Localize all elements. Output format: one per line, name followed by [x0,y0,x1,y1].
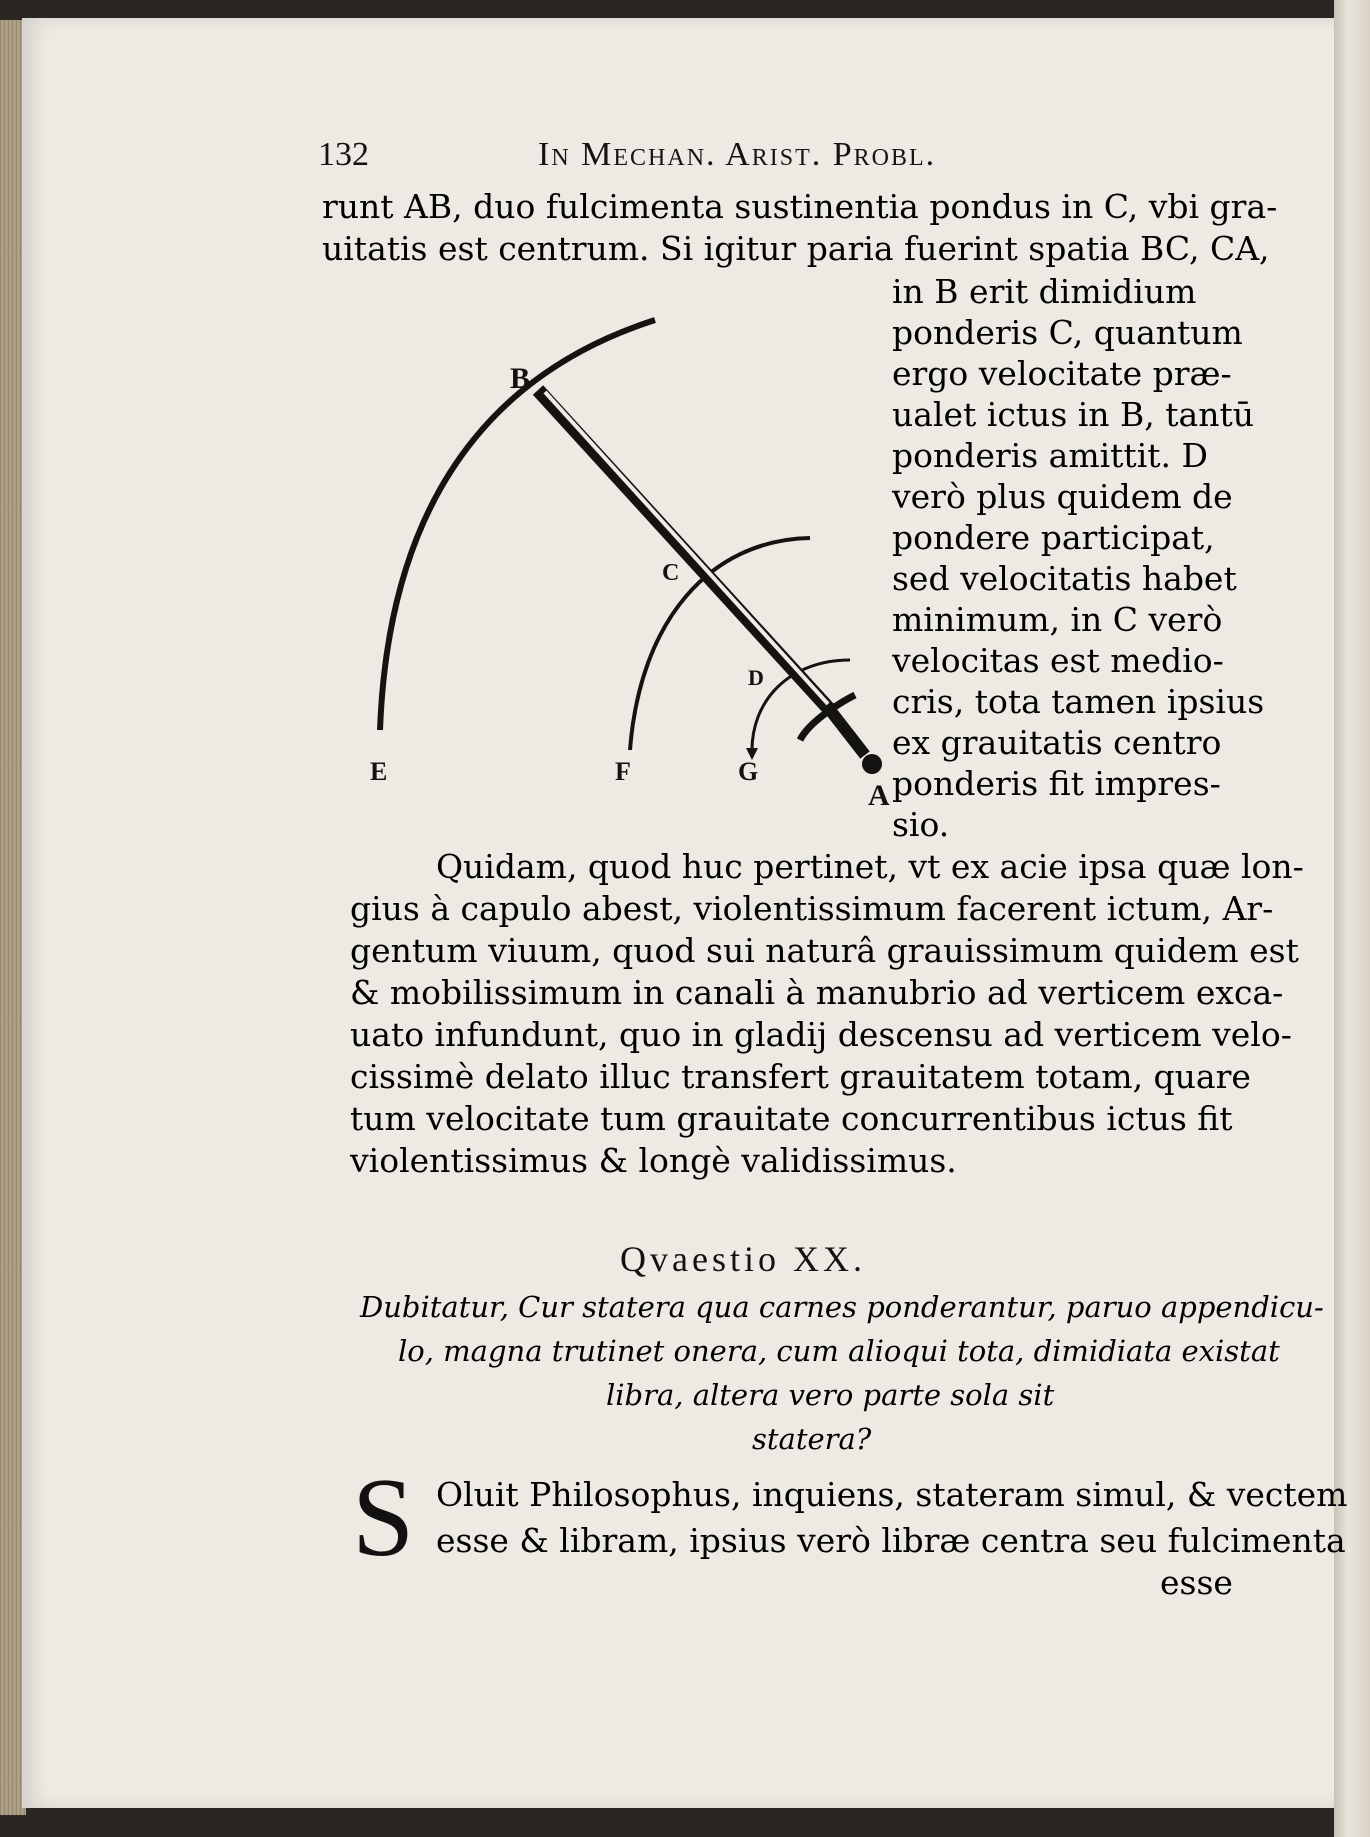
answer-line-1: Oluit Philosophus, inquiens, stateram simul, & vectem [436,1475,1348,1514]
question-line-4: statera? [752,1422,872,1456]
side-line-8: sed velocitatis habet [892,559,1237,598]
sword-blade [538,390,830,710]
arc-cf [630,538,810,750]
drop-cap: S [352,1456,415,1580]
para2-line-5: uato infundunt, quo in gladij descensu ad verticem velo- [350,1015,1292,1054]
side-line-13: ponderis fit impres- [892,764,1221,803]
side-line-2: ponderis C, quantum [892,313,1243,352]
page-number: 132 [318,136,369,173]
label-d: D [748,665,764,690]
side-line-10: velocitas est medio- [892,641,1224,680]
sword-arc-figure [350,300,900,820]
para2-line-1: Quidam, quod huc pertinet, vt ex acie ipsa quæ lon- [436,847,1304,886]
side-line-9: minimum, in C verò [892,600,1223,639]
question-line-1: Dubitatur, Cur statera qua carnes ponderantur, paruo appendicu- [360,1290,1324,1324]
side-line-6: verò plus quidem de [892,477,1233,516]
question-line-3: libra, altera vero parte sola sit [606,1378,1055,1412]
label-b: B [510,362,531,395]
label-c: C [662,560,680,586]
side-line-1: in B erit dimidium [892,272,1197,311]
question-line-2: lo, magna trutinet onera, cum alioqui tota, dimidiata existat [398,1334,1280,1368]
para2-line-2: gius à capulo abest, violentissimum facerent ictum, Ar- [350,889,1274,928]
facing-page-edge [1334,0,1370,1837]
catchword: esse [1160,1563,1233,1602]
label-a: A [868,779,890,812]
body-line-1: runt AB, duo fulcimenta sustinentia pondus in C, vbi gra- [322,187,1278,226]
para2-line-7: tum velocitate tum grauitate concurrentibus ictus fit [350,1099,1233,1138]
para2-line-8: violentissimus & longè validissimus. [350,1141,957,1180]
side-line-5: ponderis amittit. D [892,436,1208,475]
sword-grip [830,710,865,755]
para2-line-6: cissimè delato illuc transfert grauitatem totam, quare [350,1057,1251,1096]
label-e: E [370,757,388,786]
sword-fuller [545,392,828,704]
side-line-3: ergo velocitate præ- [892,354,1232,393]
para2-line-3: gentum viuum, quod sui naturâ grauissimum quidem est [350,931,1299,970]
side-line-14: sio. [892,805,950,844]
side-line-4: ualet ictus in B, tantū [892,395,1254,434]
side-line-12: ex grauitatis centro [892,723,1222,762]
para2-line-4: & mobilissimum in canali à manubrio ad verticem exca- [350,973,1284,1012]
side-line-7: pondere participat, [892,518,1215,557]
side-line-11: cris, tota tamen ipsius [892,682,1265,721]
answer-line-2: esse & libram, ipsius verò libræ centra seu fulcimenta [436,1521,1346,1560]
label-g: G [738,757,759,786]
running-head-title: In Mechan. Arist. Probl. [538,136,937,173]
body-line-2: uitatis est centrum. Si igitur paria fuerint spatia BC, CA, [322,229,1270,268]
label-f: F [615,757,631,786]
sword-pommel [862,754,882,774]
section-title: Qvaestio XX. [620,1239,866,1279]
